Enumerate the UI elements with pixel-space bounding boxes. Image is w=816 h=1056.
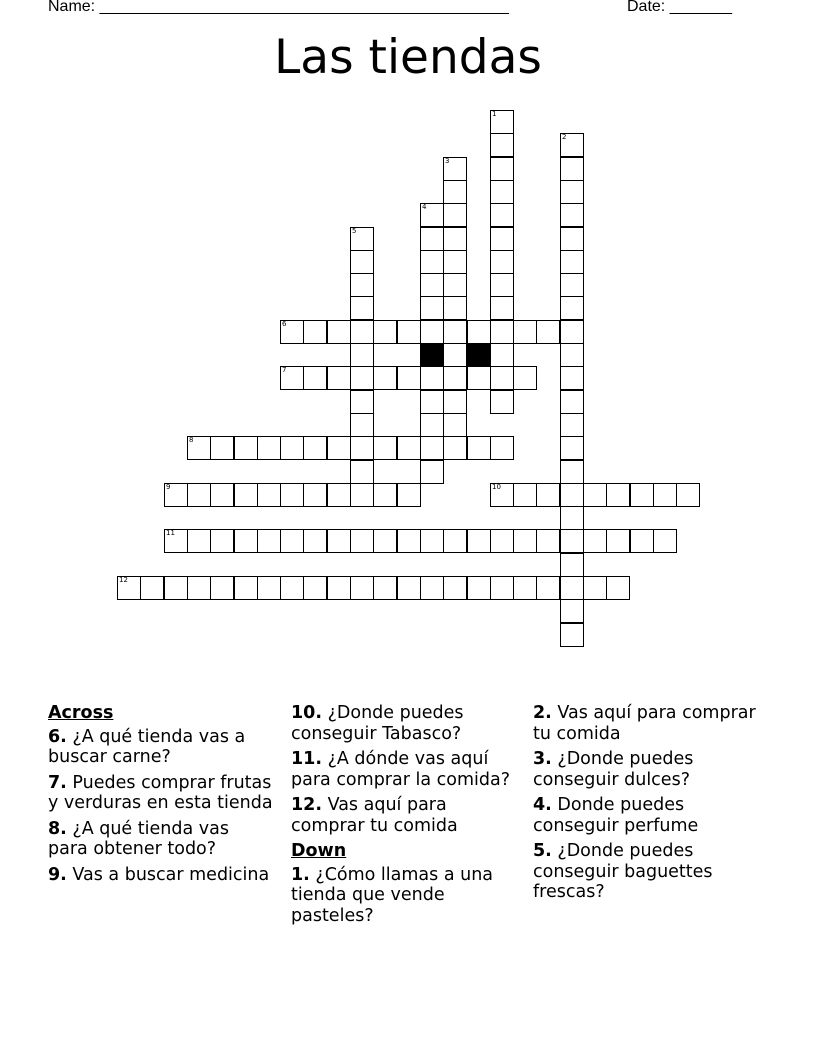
clue-across-11	[291, 749, 517, 790]
grid-cell[interactable]	[490, 366, 514, 390]
clue-across-8	[48, 819, 274, 860]
grid-cell[interactable]	[560, 483, 584, 507]
clues-column-1	[48, 702, 274, 890]
grid-cell[interactable]	[303, 576, 327, 600]
clue-number: 5.	[533, 841, 552, 861]
grid-cell[interactable]	[280, 576, 304, 600]
grid-cell[interactable]	[234, 483, 258, 507]
grid-cell[interactable]	[117, 576, 141, 600]
grid-cell[interactable]	[583, 483, 607, 507]
grid-cell[interactable]	[350, 250, 374, 274]
clue-text: Puedes comprar frutas y verduras en esta tienda	[48, 772, 273, 813]
grid-cell[interactable]	[187, 529, 211, 553]
grid-cell[interactable]	[210, 483, 234, 507]
clue-across-12	[291, 795, 517, 836]
grid-cell[interactable]	[467, 436, 491, 460]
grid-cell[interactable]	[373, 366, 397, 390]
grid-cell[interactable]	[420, 436, 444, 460]
grid-cell[interactable]	[490, 320, 514, 344]
grid-cell[interactable]	[420, 296, 444, 320]
clues-column-2	[291, 703, 517, 931]
grid-cell[interactable]	[513, 576, 537, 600]
clue-number: 6.	[48, 726, 67, 747]
grid-cell[interactable]	[490, 343, 514, 367]
clue-text: Vas a buscar medicina	[72, 864, 270, 885]
grid-cell[interactable]	[560, 366, 584, 390]
grid-cell[interactable]	[560, 599, 584, 623]
clue-number: 10.	[291, 703, 323, 723]
grid-cell[interactable]	[560, 273, 584, 297]
grid-cell[interactable]	[560, 250, 584, 274]
grid-cell[interactable]	[630, 529, 654, 553]
cell-number: 8	[189, 436, 194, 444]
cell-number: 2	[562, 133, 567, 141]
clue-text: ¿Donde puedes conseguir Tabasco?	[291, 703, 464, 744]
grid-cell[interactable]	[513, 366, 537, 390]
grid-cell[interactable]	[443, 529, 467, 553]
grid-cell[interactable]	[164, 483, 188, 507]
grid-cell[interactable]	[420, 460, 444, 484]
cell-number: 5	[352, 227, 357, 235]
clue-across-10	[291, 703, 517, 744]
grid-cell[interactable]	[560, 553, 584, 577]
clue-number: 11.	[291, 749, 323, 769]
grid-cell[interactable]	[443, 157, 467, 181]
grid-cell[interactable]	[234, 576, 258, 600]
grid-cell[interactable]	[350, 366, 374, 390]
down-heading: Down	[291, 841, 347, 861]
grid-cell[interactable]	[560, 133, 584, 157]
grid-cell[interactable]	[536, 320, 560, 344]
grid-cell[interactable]	[513, 529, 537, 553]
name-field[interactable]: Name: ______________________________________________	[48, 0, 509, 15]
grid-cell[interactable]	[653, 483, 677, 507]
grid-cell[interactable]	[513, 320, 537, 344]
grid-cell[interactable]	[490, 296, 514, 320]
grid-cell[interactable]	[420, 529, 444, 553]
grid-cell[interactable]	[630, 483, 654, 507]
grid-cell[interactable]	[303, 529, 327, 553]
grid-cell[interactable]	[397, 320, 421, 344]
grid-cell[interactable]	[280, 529, 304, 553]
grid-cell[interactable]	[583, 529, 607, 553]
grid-cell[interactable]	[490, 157, 514, 181]
clue-number: 9.	[48, 864, 67, 885]
grid-cell[interactable]	[420, 390, 444, 414]
grid-cell[interactable]	[420, 273, 444, 297]
grid-cell[interactable]	[467, 576, 491, 600]
grid-cell[interactable]	[443, 576, 467, 600]
clue-text: ¿A qué tienda vas a buscar carne?	[48, 726, 246, 767]
grid-cell[interactable]	[560, 576, 584, 600]
grid-cell[interactable]	[280, 366, 304, 390]
grid-cell[interactable]	[583, 576, 607, 600]
cell-number: 3	[445, 157, 450, 165]
cell-number: 11	[166, 529, 175, 537]
grid-cell[interactable]	[560, 157, 584, 181]
grid-cell[interactable]	[350, 227, 374, 251]
grid-cell[interactable]	[303, 366, 327, 390]
grid-cell[interactable]	[443, 250, 467, 274]
grid-cell[interactable]	[350, 460, 374, 484]
grid-cell[interactable]	[257, 529, 281, 553]
grid-cell[interactable]	[560, 623, 584, 647]
grid-cell[interactable]	[350, 436, 374, 460]
grid-cell[interactable]	[490, 180, 514, 204]
grid-cell[interactable]	[234, 529, 258, 553]
grid-cell[interactable]	[443, 413, 467, 437]
grid-cell[interactable]	[536, 576, 560, 600]
date-field[interactable]: Date: _______	[627, 0, 732, 15]
grid-cell[interactable]	[467, 320, 491, 344]
clue-down-4	[533, 795, 759, 836]
clue-across-6	[48, 727, 274, 768]
grid-cell[interactable]	[397, 366, 421, 390]
grid-cell[interactable]	[350, 576, 374, 600]
grid-cell[interactable]	[350, 483, 374, 507]
grid-cell[interactable]	[560, 413, 584, 437]
grid-cell[interactable]	[606, 576, 630, 600]
grid-cell[interactable]	[280, 436, 304, 460]
grid-cell[interactable]	[164, 576, 188, 600]
grid-cell[interactable]	[350, 296, 374, 320]
grid-cell[interactable]	[420, 576, 444, 600]
grid-cell[interactable]	[210, 529, 234, 553]
grid-cell[interactable]	[327, 366, 351, 390]
grid-cell[interactable]	[560, 506, 584, 530]
grid-cell[interactable]	[373, 436, 397, 460]
grid-cell[interactable]	[303, 436, 327, 460]
clue-number: 4.	[533, 795, 552, 815]
grid-cell[interactable]	[443, 227, 467, 251]
grid-cell[interactable]	[327, 576, 351, 600]
grid-cell[interactable]	[280, 483, 304, 507]
grid-cell[interactable]	[327, 436, 351, 460]
grid-cell[interactable]	[397, 483, 421, 507]
cell-number: 10	[492, 483, 501, 491]
clue-text: ¿A dónde vas aquí para comprar la comida?	[291, 749, 510, 790]
grid-cell[interactable]	[210, 576, 234, 600]
clue-down-2	[533, 703, 759, 744]
clue-text: ¿Donde puedes conseguir dulces?	[533, 749, 694, 790]
grid-cell[interactable]	[560, 203, 584, 227]
clue-number: 12.	[291, 795, 323, 815]
grid-cell[interactable]	[560, 320, 584, 344]
grid-cell[interactable]	[490, 273, 514, 297]
grid-cell[interactable]	[490, 133, 514, 157]
grid-cell[interactable]	[490, 203, 514, 227]
grid-cell[interactable]	[467, 366, 491, 390]
grid-cell[interactable]	[187, 576, 211, 600]
cell-number: 7	[282, 366, 287, 374]
grid-cell[interactable]	[560, 296, 584, 320]
grid-cell[interactable]	[560, 529, 584, 553]
grid-cell[interactable]	[443, 320, 467, 344]
grid-cell[interactable]	[350, 390, 374, 414]
grid-cell[interactable]	[443, 390, 467, 414]
grid-cell[interactable]	[187, 436, 211, 460]
grid-cell[interactable]	[443, 343, 467, 367]
clue-across-7	[48, 773, 274, 814]
grid-cell[interactable]	[420, 413, 444, 437]
clue-number: 7.	[48, 772, 67, 793]
clue-down-3	[533, 749, 759, 790]
grid-cell[interactable]	[536, 529, 560, 553]
cell-number: 4	[422, 203, 427, 211]
grid-cell[interactable]	[560, 180, 584, 204]
grid-cell[interactable]	[443, 273, 467, 297]
grid-cell[interactable]	[560, 343, 584, 367]
grid-cell[interactable]	[397, 576, 421, 600]
grid-cell[interactable]	[140, 576, 164, 600]
grid-cell[interactable]	[164, 529, 188, 553]
cell-number: 12	[119, 576, 128, 584]
cell-number: 6	[282, 320, 287, 328]
grid-cell[interactable]	[350, 413, 374, 437]
grid-cell[interactable]	[350, 273, 374, 297]
clue-number: 1.	[291, 864, 310, 885]
grid-cell[interactable]	[373, 576, 397, 600]
clue-down-1	[291, 865, 517, 927]
grid-cell[interactable]	[536, 483, 560, 507]
grid-cell[interactable]	[257, 576, 281, 600]
grid-cell[interactable]	[490, 529, 514, 553]
black-square	[467, 343, 491, 367]
grid-cell[interactable]	[397, 529, 421, 553]
clue-down-5	[533, 841, 759, 903]
cell-number: 1	[492, 110, 497, 118]
grid-cell[interactable]	[373, 483, 397, 507]
grid-cell[interactable]	[350, 343, 374, 367]
grid-cell[interactable]	[187, 483, 211, 507]
clue-across-9	[48, 865, 274, 886]
grid-cell[interactable]	[606, 483, 630, 507]
grid-cell[interactable]	[443, 180, 467, 204]
grid-cell[interactable]	[327, 483, 351, 507]
grid-cell[interactable]	[350, 320, 374, 344]
grid-cell[interactable]	[606, 529, 630, 553]
grid-cell[interactable]	[303, 483, 327, 507]
clue-text: Donde puedes conseguir perfume	[533, 795, 699, 836]
grid-cell[interactable]	[303, 320, 327, 344]
grid-cell[interactable]	[443, 203, 467, 227]
grid-cell[interactable]	[420, 366, 444, 390]
clue-text: Vas aquí para comprar tu comida	[291, 795, 458, 836]
grid-cell[interactable]	[467, 529, 491, 553]
grid-cell[interactable]	[490, 436, 514, 460]
grid-cell[interactable]	[350, 529, 374, 553]
grid-cell[interactable]	[490, 250, 514, 274]
grid-cell[interactable]	[676, 483, 700, 507]
grid-cell[interactable]	[513, 483, 537, 507]
clue-text: ¿Cómo llamas a una tienda que vende pasteles?	[291, 864, 494, 926]
grid-cell[interactable]	[490, 110, 514, 134]
clue-text: ¿A qué tienda vas para obtener todo?	[48, 818, 229, 859]
grid-cell[interactable]	[443, 366, 467, 390]
grid-cell[interactable]	[490, 483, 514, 507]
clue-number: 3.	[533, 749, 552, 769]
grid-cell[interactable]	[397, 436, 421, 460]
clue-text: Vas aquí para comprar tu comida	[533, 703, 756, 744]
cell-number: 9	[166, 483, 171, 491]
grid-cell[interactable]	[490, 227, 514, 251]
grid-cell[interactable]	[257, 483, 281, 507]
grid-cell[interactable]	[560, 227, 584, 251]
grid-cell[interactable]	[327, 529, 351, 553]
grid-cell[interactable]	[280, 320, 304, 344]
black-square	[420, 343, 444, 367]
clue-number: 8.	[48, 818, 67, 839]
grid-cell[interactable]	[560, 436, 584, 460]
grid-cell[interactable]	[234, 436, 258, 460]
grid-cell[interactable]	[420, 227, 444, 251]
grid-cell[interactable]	[443, 436, 467, 460]
grid-cell[interactable]	[653, 529, 677, 553]
clue-number: 2.	[533, 703, 552, 723]
grid-cell[interactable]	[327, 320, 351, 344]
clues-column-3	[533, 703, 759, 908]
page-title: Las tiendas	[274, 30, 542, 85]
grid-cell[interactable]	[210, 436, 234, 460]
grid-cell[interactable]	[373, 529, 397, 553]
grid-cell[interactable]	[373, 320, 397, 344]
grid-cell[interactable]	[443, 296, 467, 320]
grid-cell[interactable]	[257, 436, 281, 460]
across-heading: Across	[48, 703, 114, 723]
grid-cell[interactable]	[420, 250, 444, 274]
grid-cell[interactable]	[560, 460, 584, 484]
grid-cell[interactable]	[490, 576, 514, 600]
grid-cell[interactable]	[420, 320, 444, 344]
grid-cell[interactable]	[490, 390, 514, 414]
clue-text: ¿Donde puedes conseguir baguettes frescas?	[533, 841, 713, 902]
grid-cell[interactable]	[420, 203, 444, 227]
grid-cell[interactable]	[560, 390, 584, 414]
